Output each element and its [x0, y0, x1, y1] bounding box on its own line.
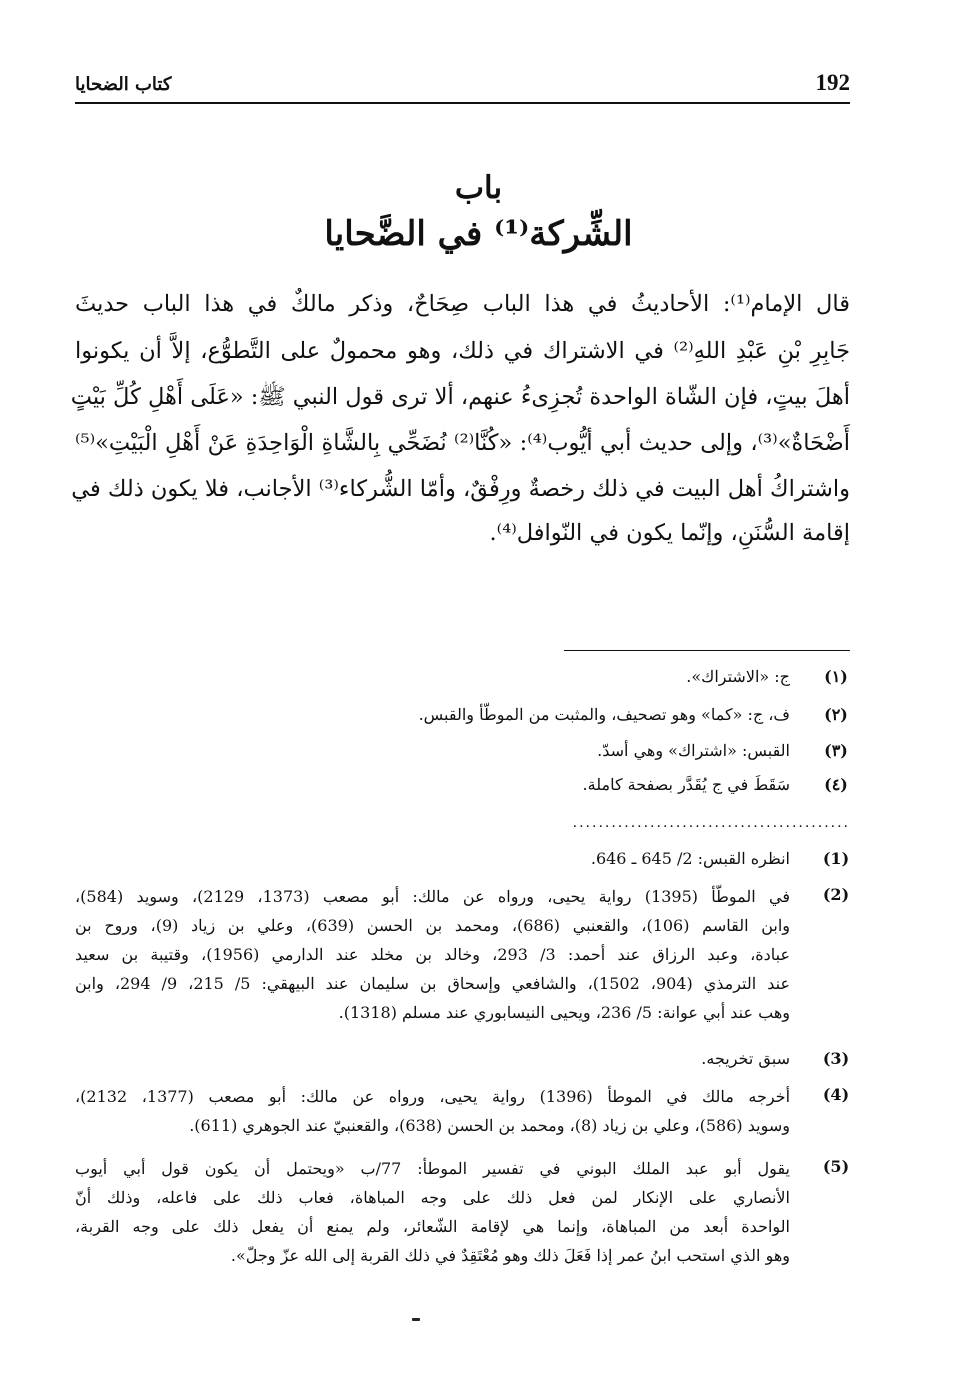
variant-note-number: (١) — [824, 667, 848, 686]
variant-note-text: القبس: «اشتراك» وهي أسدّ. — [597, 741, 790, 760]
chapter-label: باب — [454, 170, 503, 206]
body-line: جَابِرِ بْنِ عَبْدِ اللهِ⁽²⁾ في الاشتراك في ذلك، وهو محمولٌ على التَّطوُّع، إلاَّ أن يكونوا — [75, 338, 850, 364]
variant-note-text: ج: «الاشتراك». — [686, 667, 790, 686]
source-note-text: وسويد (586)، وعلي بن زياد (8)، ومحمد بن الحسن (638)، والقعنبيّ عند الجوهري (611). — [189, 1116, 790, 1135]
variant-note-text: ف، ج: «كما» وهو تصحيف، والمثبت من الموطّأ والقبس. — [418, 705, 790, 724]
source-note-number: (1) — [822, 849, 850, 868]
body-line: واشتراكُ أهل البيت في ذلك رخصةٌ ورِفْقٌ، وأمّا الشُّركاء⁽³⁾ الأجانب، فلا يكون ذلك في — [71, 476, 850, 502]
source-note-text: في الموطّأ (1395) رواية يحيى، ورواه عن مالك: أبو مصعب (1373، 2129)، وسويد (584)، — [75, 887, 791, 906]
variant-note-number: (٣) — [824, 741, 848, 760]
body-line: قال الإمام⁽¹⁾: الأحاديثُ في هذا الباب صِحَاحٌ، وذكر مالكٌ في هذا الباب حديثَ — [75, 291, 850, 317]
source-note-text: يقول أبو عبد الملك البوني في تفسير الموطأ: 77/ب «ويحتمل أن يكون قول أبي أيوب — [75, 1159, 790, 1178]
running-title: كتاب الضحايا — [75, 74, 172, 95]
print-mark — [412, 1318, 420, 1321]
source-note-text: وهب عند أبي عوانة: 5/ 236، ويحيى النيسابوري عند مسلم (1318). — [338, 1003, 790, 1022]
page-number: 192 — [815, 70, 850, 95]
variant-note-number: (٢) — [824, 705, 848, 724]
body-line: أَضْحَاةٌ»⁽³⁾، وإلى حديث أبي أيُّوب⁽⁴⁾: «كُنَّا⁽²⁾ نُضَحِّي بِالشَّاةِ الْوَاحِدَةِ عَنْ أَهْلِ الْبَيْتِ»⁽⁵⁾ — [75, 430, 850, 456]
source-note-text: الواحدة أبعد من المباهاة، وإنما هي لإقامة الشّعائر، ولم يمنع أن يفعل ذلك على وجه القربة، — [75, 1217, 791, 1236]
source-note-text: انظره القبس: 2/ 645 ـ 646. — [590, 849, 790, 868]
body-line: أهلَ بيتٍ، فإن الشّاة الواحدة تُجزِىءُ عنهم، ألا ترى قول النبي ﷺ: «عَلَى أَهْلِ كُلِّ بَيْتٍ — [70, 384, 850, 410]
source-note-text: عند الترمذي (904، 1502)، والشافعي وإسحاق بن سليمان عند البيهقي: 5/ 215، 9/ 294، وابن — [75, 974, 790, 993]
running-header — [75, 68, 850, 104]
dotted-separator: ........................................... — [572, 818, 850, 828]
footnote-rule — [564, 650, 850, 651]
chapter-title: الشِّركة⁽¹⁾ في الضَّحايا — [324, 214, 633, 254]
source-note-text: وهو الذي استحب ابنُ عمر إذا فَعَلَ ذلك وهو مُعْتَقِدٌ في ذلك القربة إلى الله عزّ وجلّ». — [230, 1246, 790, 1265]
source-note-number: (2) — [822, 885, 850, 904]
source-note-number: (3) — [822, 1049, 850, 1068]
source-note-text: وابن القاسم (106)، والقعنبي (686)، ومحمد بن الحسن (639)، وعلي بن زياد (9)، وروح بن — [75, 916, 791, 935]
source-note-number: (4) — [822, 1085, 850, 1104]
variant-note-text: سَقَطَ في ج يُقَدَّر بصفحة كاملة. — [582, 775, 790, 794]
source-note-number: (5) — [822, 1157, 850, 1176]
source-note-text: أخرجه مالك في الموطأ (1396) رواية يحيى، ورواه عن مالك: أبو مصعب (1377، 2132)، — [75, 1087, 791, 1106]
variant-note-number: (٤) — [824, 775, 848, 794]
source-note-text: الأنصاري على الإنكار لمن فعل ذلك على وجه المباهاة، فعاب ذلك على فاعله، وذلك أنّ — [75, 1188, 790, 1207]
body-line: إقامة السُّنَنِ، وإنّما يكون في النّوافل⁽⁴⁾. — [489, 520, 850, 546]
source-note-text: سبق تخريجه. — [701, 1049, 790, 1068]
source-note-text: عبادة، وعبد الرزاق عند أحمد: 3/ 293، وخالد بن مخلد عند الدارمي (1956)، وقتيبة بن سعيد — [75, 945, 790, 964]
